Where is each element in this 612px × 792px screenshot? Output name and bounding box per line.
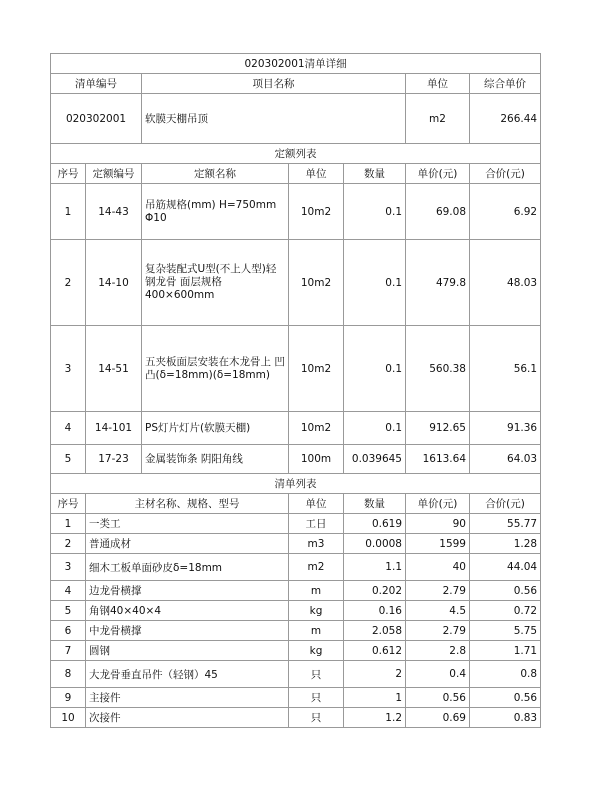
quota-title-row [51, 144, 541, 164]
quota-col-qty: 数量 [344, 164, 406, 184]
bill-detail-sheet [50, 53, 540, 728]
quota-no: 5 [51, 445, 86, 474]
material-name: 普通成材 [86, 534, 289, 554]
material-unit: 只 [289, 661, 344, 688]
material-qty: 0.16 [344, 601, 406, 621]
quota-row [51, 445, 541, 474]
material-row [51, 708, 541, 728]
material-name: 角钢40×40×4 [86, 601, 289, 621]
material-unit: kg [289, 601, 344, 621]
material-row [51, 641, 541, 661]
material-total: 0.72 [470, 601, 541, 621]
quota-total: 91.36 [470, 412, 541, 445]
materials-header-row [51, 494, 541, 514]
quota-col-code: 定额编号 [86, 164, 142, 184]
material-row [51, 534, 541, 554]
quota-unit: 10m2 [289, 326, 344, 412]
material-unit-price: 0.69 [406, 708, 470, 728]
quota-row [51, 240, 541, 326]
quota-col-unit-price: 单价(元) [406, 164, 470, 184]
material-row [51, 514, 541, 534]
bill-code: 020302001 [51, 94, 142, 144]
quota-name: 复杂装配式U型(不上人型)轻钢龙骨 面层规格400×600mm [142, 240, 289, 326]
material-row [51, 688, 541, 708]
material-qty: 0.202 [344, 581, 406, 601]
quota-row [51, 326, 541, 412]
bill-detail-table [50, 53, 541, 728]
quota-col-unit: 单位 [289, 164, 344, 184]
quota-unit: 10m2 [289, 240, 344, 326]
material-unit-price: 0.56 [406, 688, 470, 708]
quota-col-name: 定额名称 [142, 164, 289, 184]
quota-name: PS灯片灯片(软膜天棚) [142, 412, 289, 445]
quota-col-no: 序号 [51, 164, 86, 184]
material-no: 7 [51, 641, 86, 661]
materials-title-row [51, 474, 541, 494]
material-no: 8 [51, 661, 86, 688]
col-unit: 单位 [406, 74, 470, 94]
material-unit-price: 0.4 [406, 661, 470, 688]
sheet-title: 020302001清单详细 [51, 54, 541, 74]
material-unit-price: 90 [406, 514, 470, 534]
quota-unit-price: 560.38 [406, 326, 470, 412]
material-row [51, 581, 541, 601]
col-bill-code: 清单编号 [51, 74, 142, 94]
material-name: 中龙骨横撑 [86, 621, 289, 641]
sheet-title-row [51, 54, 541, 74]
col-composite-price: 综合单价 [470, 74, 541, 94]
material-total: 0.56 [470, 688, 541, 708]
quota-qty: 0.1 [344, 326, 406, 412]
quota-code: 17-23 [86, 445, 142, 474]
bill-value-row [51, 94, 541, 144]
material-name: 圆钢 [86, 641, 289, 661]
material-unit: m2 [289, 554, 344, 581]
quota-qty: 0.1 [344, 240, 406, 326]
quota-row [51, 412, 541, 445]
material-qty: 1.2 [344, 708, 406, 728]
material-total: 0.8 [470, 661, 541, 688]
materials-section-title: 清单列表 [51, 474, 541, 494]
material-qty: 2.058 [344, 621, 406, 641]
material-unit-price: 4.5 [406, 601, 470, 621]
material-total: 1.28 [470, 534, 541, 554]
quota-unit-price: 479.8 [406, 240, 470, 326]
quota-no: 1 [51, 184, 86, 240]
material-col-unit-price: 单价(元) [406, 494, 470, 514]
quota-header-row [51, 164, 541, 184]
material-no: 10 [51, 708, 86, 728]
material-unit: 只 [289, 708, 344, 728]
quota-total: 64.03 [470, 445, 541, 474]
material-no: 9 [51, 688, 86, 708]
quota-unit-price: 69.08 [406, 184, 470, 240]
material-unit: 工日 [289, 514, 344, 534]
bill-unit: m2 [406, 94, 470, 144]
material-col-total: 合价(元) [470, 494, 541, 514]
material-unit: m [289, 581, 344, 601]
quota-no: 3 [51, 326, 86, 412]
quota-row [51, 184, 541, 240]
item-name: 软膜天棚吊顶 [142, 94, 406, 144]
material-no: 1 [51, 514, 86, 534]
material-total: 55.77 [470, 514, 541, 534]
quota-name: 吊筋规格(mm) H=750mm Φ10 [142, 184, 289, 240]
material-name: 细木工板单面砂皮δ=18mm [86, 554, 289, 581]
quota-unit: 10m2 [289, 412, 344, 445]
material-unit-price: 2.79 [406, 581, 470, 601]
material-col-unit: 单位 [289, 494, 344, 514]
material-unit: 只 [289, 688, 344, 708]
quota-section-title: 定额列表 [51, 144, 541, 164]
quota-total: 6.92 [470, 184, 541, 240]
material-unit-price: 1599 [406, 534, 470, 554]
material-no: 3 [51, 554, 86, 581]
quota-name: 五夹板面层安装在木龙骨上 凹凸(δ=18mm)(δ=18mm) [142, 326, 289, 412]
bill-header-row [51, 74, 541, 94]
material-unit: m3 [289, 534, 344, 554]
material-total: 0.83 [470, 708, 541, 728]
col-item-name: 项目名称 [142, 74, 406, 94]
quota-code: 14-51 [86, 326, 142, 412]
material-unit: kg [289, 641, 344, 661]
material-qty: 0.612 [344, 641, 406, 661]
material-qty: 0.619 [344, 514, 406, 534]
material-qty: 1 [344, 688, 406, 708]
quota-unit-price: 912.65 [406, 412, 470, 445]
quota-unit-price: 1613.64 [406, 445, 470, 474]
material-no: 5 [51, 601, 86, 621]
material-col-qty: 数量 [344, 494, 406, 514]
quota-code: 14-43 [86, 184, 142, 240]
material-col-no: 序号 [51, 494, 86, 514]
material-col-name: 主材名称、规格、型号 [86, 494, 289, 514]
material-no: 2 [51, 534, 86, 554]
material-total: 5.75 [470, 621, 541, 641]
material-qty: 2 [344, 661, 406, 688]
quota-code: 14-10 [86, 240, 142, 326]
material-unit-price: 2.79 [406, 621, 470, 641]
quota-qty: 0.1 [344, 412, 406, 445]
quota-total: 48.03 [470, 240, 541, 326]
material-unit: m [289, 621, 344, 641]
material-total: 0.56 [470, 581, 541, 601]
material-qty: 0.0008 [344, 534, 406, 554]
material-unit-price: 2.8 [406, 641, 470, 661]
material-name: 一类工 [86, 514, 289, 534]
material-unit-price: 40 [406, 554, 470, 581]
material-total: 44.04 [470, 554, 541, 581]
material-name: 次接件 [86, 708, 289, 728]
material-name: 边龙骨横撑 [86, 581, 289, 601]
material-row [51, 661, 541, 688]
quota-total: 56.1 [470, 326, 541, 412]
quota-no: 4 [51, 412, 86, 445]
material-row [51, 601, 541, 621]
quota-qty: 0.1 [344, 184, 406, 240]
material-no: 4 [51, 581, 86, 601]
quota-unit: 10m2 [289, 184, 344, 240]
composite-price: 266.44 [470, 94, 541, 144]
material-row [51, 621, 541, 641]
material-total: 1.71 [470, 641, 541, 661]
quota-name: 金属装饰条 阴阳角线 [142, 445, 289, 474]
quota-unit: 100m [289, 445, 344, 474]
quota-col-total: 合价(元) [470, 164, 541, 184]
material-qty: 1.1 [344, 554, 406, 581]
quota-no: 2 [51, 240, 86, 326]
material-no: 6 [51, 621, 86, 641]
quota-code: 14-101 [86, 412, 142, 445]
material-row [51, 554, 541, 581]
quota-qty: 0.039645 [344, 445, 406, 474]
material-name: 主接件 [86, 688, 289, 708]
material-name: 大龙骨垂直吊件（轻钢）45 [86, 661, 289, 688]
